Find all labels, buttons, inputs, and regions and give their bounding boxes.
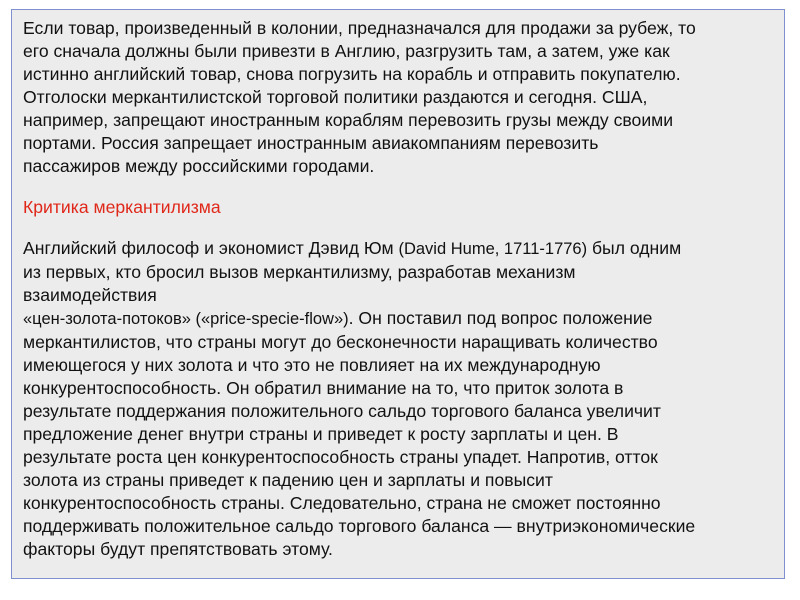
slide-content <box>23 17 785 561</box>
text-line: результате поддержания положительного сальдо торгового баланса увеличит <box>23 401 661 421</box>
text-segment: был одним <box>587 238 682 258</box>
paragraph-critique <box>23 237 785 561</box>
text-line: поддерживать положительное сальдо торгового баланса — внутриэкономические <box>23 516 696 536</box>
spacer <box>23 178 785 196</box>
text-line: меркантилистов, что страны могут до бесконечности наращивать количество <box>23 332 658 352</box>
text-line: имеющегося у них золота и что это не повлияет на их международную <box>23 355 601 375</box>
section-heading: Критика меркантилизма <box>23 197 221 217</box>
text-segment: «цен-золота-потоков» («price-specie-flow») <box>23 310 349 328</box>
text-line <box>23 237 785 261</box>
text-line: конкурентоспособность. Он обратил внимание на то, что приток золота в <box>23 378 624 398</box>
text-line: результате роста цен конкурентоспособность страны упадет. Напротив, отток <box>23 447 658 467</box>
text-line: золота из страны приведет к падению цен и зарплаты и повысит <box>23 470 553 490</box>
text-line <box>23 307 785 331</box>
spacer <box>23 219 785 237</box>
text-line: взаимодействия <box>23 285 157 305</box>
text-line: предложение денег внутри страны и приведет к росту зарплаты и цен. В <box>23 424 619 444</box>
paragraph-intro <box>23 17 785 178</box>
text-line: из первых, кто бросил вызов меркантилизму, разработав механизм <box>23 262 576 282</box>
text-line: его сначала должны были привезти в Англию, разгрузить там, а затем, уже как <box>23 41 670 61</box>
text-segment: (David Hume, 1711-1776) <box>398 240 588 258</box>
text-line: пассажиров между российскими городами. <box>23 156 375 176</box>
text-segment: Английский философ и экономист Дэвид Юм <box>23 238 399 258</box>
text-line: портами. Россия запрещает иностранным авиакомпаниям перевозить <box>23 133 599 153</box>
text-segment: . Он поставил под вопрос положение <box>348 308 653 328</box>
text-line: конкурентоспособность страны. Следовательно, страна не сможет постоянно <box>23 493 661 513</box>
text-line: например, запрещают иностранным кораблям перевозить грузы между своими <box>23 110 674 130</box>
text-line: истинно английский товар, снова погрузить на корабль и отправить покупателю. <box>23 64 681 84</box>
text-line: Если товар, произведенный в колонии, предназначался для продажи за рубеж, то <box>23 18 696 38</box>
text-line: Отголоски меркантилистской торговой политики раздаются и сегодня. США, <box>23 87 648 107</box>
text-line: факторы будут препятствовать этому. <box>23 539 333 559</box>
